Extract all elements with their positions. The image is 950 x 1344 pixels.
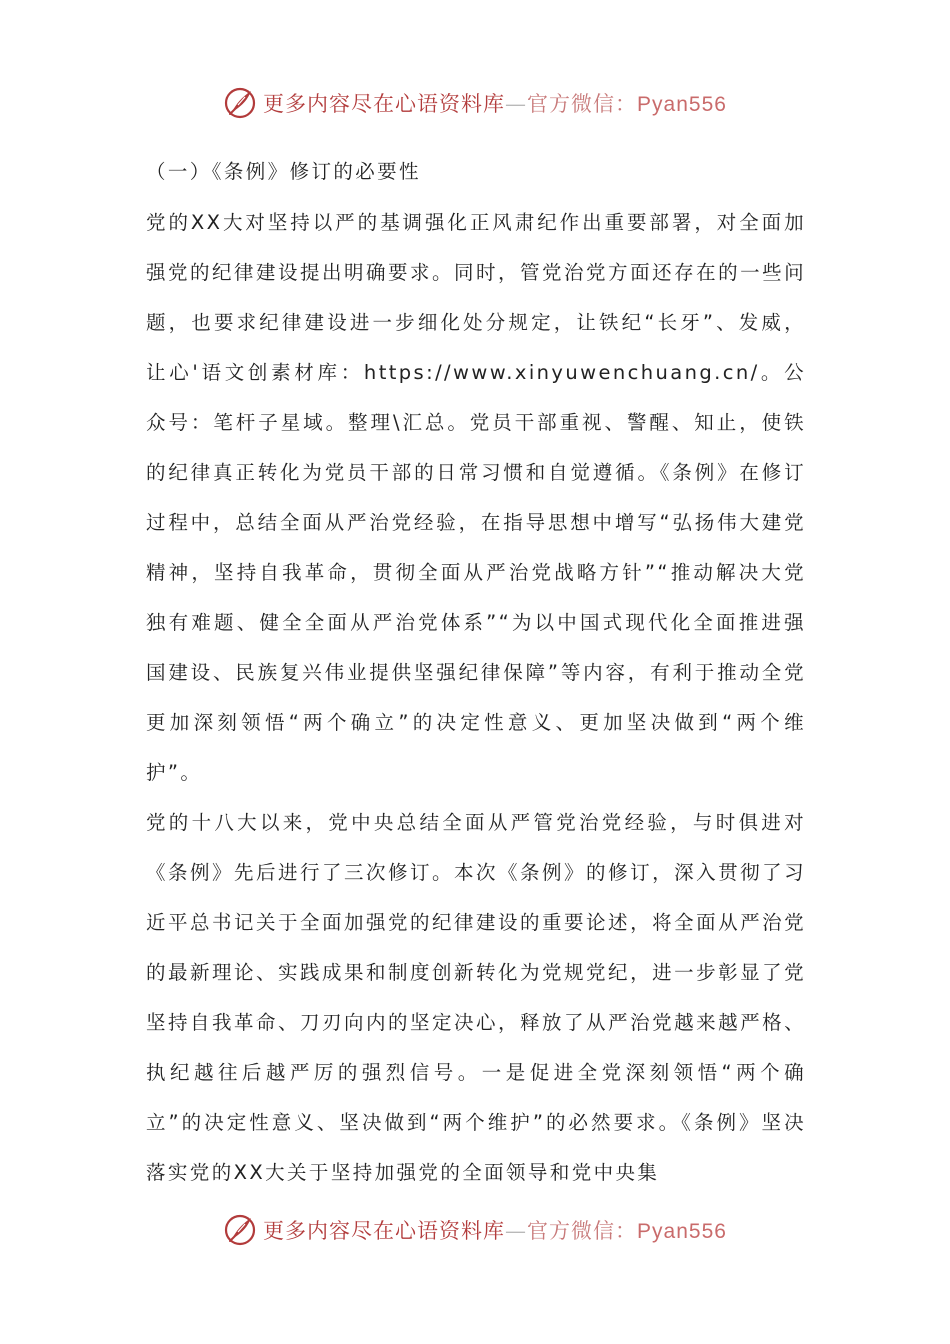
feather-pen-logo-icon (223, 1213, 257, 1247)
watermark-text (263, 1215, 727, 1245)
feather-pen-logo-icon (223, 86, 257, 120)
watermark-lead: 更多内容尽在心语资料库 (263, 1219, 506, 1243)
watermark-dash: — (505, 92, 528, 116)
section-heading: （一）《条例》修订的必要性 (146, 160, 421, 183)
watermark-label: 官方微信： (527, 1219, 638, 1243)
footer-watermark (0, 1210, 950, 1250)
watermark-label: 官方微信： (527, 92, 638, 116)
header-watermark (0, 83, 950, 123)
paragraph-2: 党的十八大以来，党中央总结全面从严管党治党经验，与时俱进对《条例》先后进行了三次修订。本次《条例》的修订，深入贯彻了习近平总书记关于全面加强党的纪律建设的重要论述，将全面从严治党的最新理论、实践成果和制度创新转化为党规党纪，进一步彰显了党坚持自我革命、刀刃向内的坚定决心，释放了从严治党越来越严格、执纪越往后越严厉的强烈信号。一是促进全党深刻领悟“两个确立”的决定性意义、坚决做到“两个维护”的必然要求。《条例》坚决落实党的XX大关于坚持加强党的全面领导和党中央集 (146, 811, 806, 1184)
watermark-dash: — (505, 1219, 528, 1243)
watermark-account: Pyan556 (637, 1220, 727, 1243)
watermark-lead: 更多内容尽在心语资料库 (263, 92, 506, 116)
watermark-account: Pyan556 (637, 93, 727, 116)
document-body (146, 150, 806, 1198)
paragraph-1: 党的XX大对坚持以严的基调强化正风肃纪作出重要部署，对全面加强党的纪律建设提出明确要求。同时，管党治党方面还存在的一些问题，也要求纪律建设进一步细化处分规定，让铁纪“长牙”、发威，让心'语文创素材库：https://www.xinyuwenchuang.cn/。公众号：笔杆子星域。整理\汇总。党员干部重视、警醒、知止，使铁的纪律真正转化为党员干部的日常习惯和自觉遵循。《条例》在修订过程中，总结全面从严治党经验，在指导思想中增写“弘扬伟大建党精神，坚持自我革命，贯彻全面从严治党战略方针”“推动解决大党独有难题、健全全面从严治党体系”“为以中国式现代化全面推进强国建设、民族复兴伟业提供坚强纪律保障”等内容，有利于推动全党更加深刻领悟“两个确立”的决定性意义、更加坚决做到“两个维护”。 (146, 211, 806, 784)
watermark-text (263, 88, 727, 118)
